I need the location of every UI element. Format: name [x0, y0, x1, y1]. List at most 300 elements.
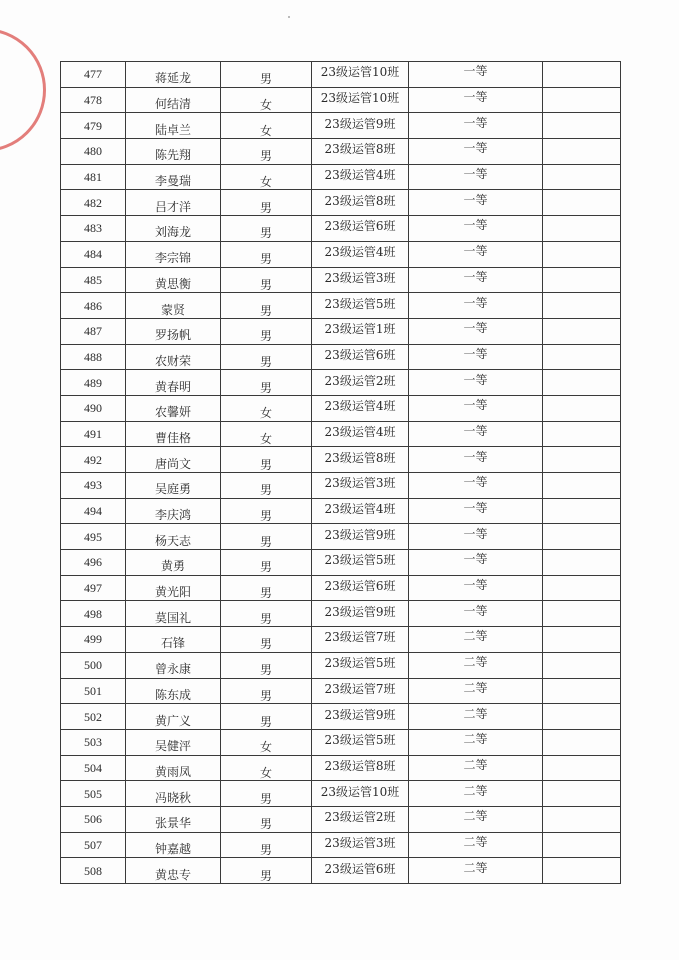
gender-cell-text: 男 — [259, 457, 272, 472]
row-number-cell: 502 — [61, 704, 126, 730]
table-row — [61, 190, 621, 216]
table-row — [61, 164, 621, 190]
award-level-cell-text: 一等 — [463, 115, 488, 130]
class-cell-text: 23级运管9班 — [324, 604, 396, 619]
class-cell-text: 23级运管4班 — [324, 424, 396, 439]
class-cell — [312, 267, 409, 293]
row-number-cell: 498 — [61, 601, 126, 627]
award-level-cell — [409, 550, 543, 576]
award-level-cell — [409, 318, 543, 344]
student-name-cell-text: 吕才洋 — [154, 199, 191, 214]
row-number-cell: 497 — [61, 575, 126, 601]
table-row — [61, 293, 621, 319]
class-cell-text: 23级运管5班 — [324, 296, 396, 311]
gender-cell-text: 男 — [259, 637, 272, 652]
gender-cell — [221, 678, 312, 704]
student-name-cell-text: 何结清 — [154, 97, 191, 112]
row-number-cell: 492 — [61, 447, 126, 473]
gender-cell-text: 男 — [259, 303, 272, 318]
award-level-cell — [409, 601, 543, 627]
remarks-cell — [543, 806, 621, 832]
student-name-cell-text: 杨天志 — [154, 533, 191, 548]
class-cell-text: 23级运管2班 — [324, 810, 396, 825]
gender-cell-text: 男 — [259, 842, 272, 857]
student-name-cell-text: 黄思衡 — [154, 276, 191, 291]
class-cell — [312, 318, 409, 344]
gender-cell — [221, 395, 312, 421]
remarks-cell — [543, 678, 621, 704]
award-level-cell — [409, 87, 543, 113]
row-number-cell: 501 — [61, 678, 126, 704]
gender-cell-text: 男 — [259, 688, 272, 703]
award-level-cell — [409, 241, 543, 267]
student-name-cell-text: 陈东成 — [154, 687, 191, 702]
table-row — [61, 241, 621, 267]
award-level-cell — [409, 858, 543, 884]
gender-cell-text: 男 — [259, 354, 272, 369]
award-level-cell-text: 一等 — [463, 526, 488, 541]
class-cell — [312, 755, 409, 781]
award-level-cell-text: 二等 — [463, 732, 488, 747]
student-name-cell-text: 莫国礼 — [154, 610, 191, 625]
student-name-cell-text: 蒋延龙 — [154, 71, 191, 86]
remarks-cell — [543, 550, 621, 576]
student-name-cell — [126, 678, 221, 704]
class-cell-text: 23级运管8班 — [324, 193, 396, 208]
student-name-cell-text: 陈先翔 — [154, 148, 191, 163]
class-cell-text: 23级运管6班 — [324, 579, 396, 594]
gender-cell — [221, 293, 312, 319]
class-cell — [312, 729, 409, 755]
award-level-cell-text: 一等 — [463, 603, 488, 618]
gender-cell-text: 女 — [259, 431, 272, 446]
remarks-cell — [543, 344, 621, 370]
student-name-cell — [126, 139, 221, 165]
table-row — [61, 395, 621, 421]
award-level-cell-text: 一等 — [463, 141, 488, 156]
remarks-cell — [543, 318, 621, 344]
student-name-cell — [126, 370, 221, 396]
table-row — [61, 344, 621, 370]
gender-cell — [221, 190, 312, 216]
student-name-cell-text: 冯晓秋 — [154, 790, 191, 805]
remarks-cell — [543, 395, 621, 421]
award-level-cell-text: 一等 — [463, 244, 488, 259]
row-number-cell: 503 — [61, 729, 126, 755]
student-name-cell — [126, 113, 221, 139]
remarks-cell — [543, 832, 621, 858]
gender-cell-text: 男 — [259, 380, 272, 395]
gender-cell-text: 男 — [259, 560, 272, 575]
scan-speck — [288, 16, 290, 18]
remarks-cell — [543, 498, 621, 524]
class-cell-text: 23级运管3班 — [324, 476, 396, 491]
gender-cell — [221, 447, 312, 473]
student-name-cell — [126, 704, 221, 730]
class-cell — [312, 344, 409, 370]
table-row — [61, 87, 621, 113]
class-cell — [312, 652, 409, 678]
student-name-cell — [126, 601, 221, 627]
student-name-cell-text: 李曼瑞 — [154, 174, 191, 189]
student-name-cell-text: 李庆鸿 — [154, 508, 191, 523]
award-level-cell-text: 一等 — [463, 449, 488, 464]
row-number-cell: 490 — [61, 395, 126, 421]
award-level-cell — [409, 473, 543, 499]
table-row — [61, 473, 621, 499]
student-name-cell-text: 黄春明 — [154, 379, 191, 394]
award-level-cell-text: 一等 — [463, 90, 488, 105]
class-cell-text: 23级运管10班 — [320, 65, 400, 80]
class-cell — [312, 370, 409, 396]
remarks-cell — [543, 190, 621, 216]
gender-cell-text: 男 — [259, 534, 272, 549]
class-cell-text: 23级运管1班 — [324, 322, 396, 337]
student-name-cell — [126, 498, 221, 524]
remarks-cell — [543, 858, 621, 884]
remarks-cell — [543, 164, 621, 190]
student-name-cell-text: 吴健泙 — [154, 739, 191, 754]
student-name-cell — [126, 216, 221, 242]
gender-cell — [221, 113, 312, 139]
award-level-cell-text: 一等 — [463, 321, 488, 336]
student-name-cell-text: 黄广义 — [154, 713, 191, 728]
student-name-cell-text: 吴庭勇 — [154, 482, 191, 497]
gender-cell — [221, 473, 312, 499]
student-name-cell — [126, 832, 221, 858]
student-name-cell — [126, 190, 221, 216]
class-cell — [312, 421, 409, 447]
remarks-cell — [543, 575, 621, 601]
remarks-cell — [543, 447, 621, 473]
table-row — [61, 627, 621, 653]
class-cell — [312, 704, 409, 730]
class-cell — [312, 550, 409, 576]
student-name-cell-text: 刘海龙 — [154, 225, 191, 240]
table-row — [61, 601, 621, 627]
class-cell-text: 23级运管9班 — [324, 707, 396, 722]
gender-cell — [221, 421, 312, 447]
row-number-cell: 488 — [61, 344, 126, 370]
award-level-cell — [409, 832, 543, 858]
student-name-cell — [126, 729, 221, 755]
gender-cell — [221, 832, 312, 858]
student-name-cell — [126, 755, 221, 781]
table-row — [61, 139, 621, 165]
class-cell-text: 23级运管10班 — [320, 91, 400, 106]
table-row — [61, 729, 621, 755]
student-name-cell-text: 农馨妍 — [154, 405, 191, 420]
award-level-cell — [409, 806, 543, 832]
gender-cell-text: 男 — [259, 277, 272, 292]
class-cell-text: 23级运管7班 — [324, 681, 396, 696]
row-number-cell: 508 — [61, 858, 126, 884]
award-level-cell — [409, 781, 543, 807]
gender-cell-text: 男 — [259, 868, 272, 883]
award-level-cell — [409, 421, 543, 447]
remarks-cell — [543, 704, 621, 730]
gender-cell-text: 女 — [259, 765, 272, 780]
award-level-cell — [409, 190, 543, 216]
award-level-cell-text: 一等 — [463, 218, 488, 233]
class-cell — [312, 601, 409, 627]
class-cell — [312, 139, 409, 165]
row-number-cell: 483 — [61, 216, 126, 242]
award-level-cell — [409, 139, 543, 165]
student-name-cell — [126, 806, 221, 832]
gender-cell — [221, 806, 312, 832]
remarks-cell — [543, 729, 621, 755]
gender-cell — [221, 62, 312, 88]
student-name-cell-text: 黄勇 — [160, 559, 185, 574]
class-cell — [312, 832, 409, 858]
gender-cell — [221, 241, 312, 267]
class-cell — [312, 627, 409, 653]
gender-cell — [221, 87, 312, 113]
class-cell — [312, 62, 409, 88]
gender-cell-text: 男 — [259, 483, 272, 498]
gender-cell — [221, 318, 312, 344]
row-number-cell: 478 — [61, 87, 126, 113]
student-name-cell — [126, 524, 221, 550]
class-cell-text: 23级运管4班 — [324, 502, 396, 517]
student-name-cell-text: 蒙贤 — [160, 302, 185, 317]
award-level-cell-text: 一等 — [463, 346, 488, 361]
gender-cell — [221, 601, 312, 627]
class-cell — [312, 447, 409, 473]
class-cell-text: 23级运管6班 — [324, 861, 396, 876]
gender-cell — [221, 267, 312, 293]
row-number-cell: 477 — [61, 62, 126, 88]
table-row — [61, 421, 621, 447]
remarks-cell — [543, 293, 621, 319]
award-level-cell-text: 二等 — [463, 757, 488, 772]
gender-cell-text: 男 — [259, 714, 272, 729]
table-row — [61, 62, 621, 88]
award-level-cell-text: 一等 — [463, 578, 488, 593]
remarks-cell — [543, 62, 621, 88]
class-cell-text: 23级运管5班 — [324, 656, 396, 671]
remarks-cell — [543, 87, 621, 113]
award-level-cell — [409, 370, 543, 396]
red-seal-stamp — [0, 28, 46, 152]
class-cell — [312, 395, 409, 421]
table-row — [61, 678, 621, 704]
award-level-cell-text: 二等 — [463, 629, 488, 644]
class-cell-text: 23级运管8班 — [324, 758, 396, 773]
table-row — [61, 216, 621, 242]
table-row — [61, 832, 621, 858]
row-number-cell: 506 — [61, 806, 126, 832]
award-level-cell-text: 一等 — [463, 269, 488, 284]
gender-cell — [221, 550, 312, 576]
gender-cell — [221, 781, 312, 807]
student-name-cell-text: 黄雨凤 — [154, 764, 191, 779]
gender-cell-text: 男 — [259, 252, 272, 267]
row-number-cell: 484 — [61, 241, 126, 267]
remarks-cell — [543, 113, 621, 139]
award-level-cell — [409, 113, 543, 139]
award-level-cell — [409, 729, 543, 755]
table-row — [61, 652, 621, 678]
award-level-cell-text: 二等 — [463, 809, 488, 824]
gender-cell-text: 男 — [259, 72, 272, 87]
gender-cell — [221, 729, 312, 755]
award-level-cell — [409, 62, 543, 88]
award-level-cell-text: 二等 — [463, 834, 488, 849]
student-name-cell — [126, 627, 221, 653]
gender-cell-text: 男 — [259, 329, 272, 344]
table-row — [61, 781, 621, 807]
row-number-cell: 480 — [61, 139, 126, 165]
class-cell — [312, 524, 409, 550]
student-name-cell — [126, 87, 221, 113]
remarks-cell — [543, 216, 621, 242]
gender-cell-text: 女 — [259, 98, 272, 113]
remarks-cell — [543, 370, 621, 396]
award-level-cell — [409, 395, 543, 421]
table-row — [61, 704, 621, 730]
class-cell — [312, 473, 409, 499]
award-level-cell — [409, 524, 543, 550]
class-cell-text: 23级运管2班 — [324, 373, 396, 388]
student-name-cell-text: 钟嘉越 — [154, 841, 191, 856]
row-number-cell: 499 — [61, 627, 126, 653]
table-row — [61, 267, 621, 293]
class-cell — [312, 678, 409, 704]
student-name-cell — [126, 447, 221, 473]
class-cell — [312, 164, 409, 190]
award-level-cell-text: 二等 — [463, 783, 488, 798]
class-cell — [312, 241, 409, 267]
gender-cell-text: 男 — [259, 226, 272, 241]
row-number-cell: 500 — [61, 652, 126, 678]
award-level-cell-text: 二等 — [463, 860, 488, 875]
class-cell-text: 23级运管6班 — [324, 347, 396, 362]
award-level-cell — [409, 755, 543, 781]
award-level-cell — [409, 344, 543, 370]
gender-cell — [221, 498, 312, 524]
award-level-cell — [409, 164, 543, 190]
student-name-cell-text: 唐尚文 — [154, 456, 191, 471]
gender-cell-text: 男 — [259, 509, 272, 524]
class-cell-text: 23级运管3班 — [324, 835, 396, 850]
student-name-cell-text: 黄光阳 — [154, 585, 191, 600]
award-level-cell — [409, 652, 543, 678]
table-row — [61, 498, 621, 524]
class-cell — [312, 293, 409, 319]
remarks-cell — [543, 601, 621, 627]
remarks-cell — [543, 781, 621, 807]
class-cell-text: 23级运管9班 — [324, 527, 396, 542]
award-level-cell-text: 一等 — [463, 167, 488, 182]
award-level-cell-text: 一等 — [463, 423, 488, 438]
gender-cell — [221, 755, 312, 781]
award-level-cell — [409, 293, 543, 319]
table-row — [61, 524, 621, 550]
award-level-cell-text: 一等 — [463, 552, 488, 567]
class-cell — [312, 216, 409, 242]
class-cell-text: 23级运管4班 — [324, 245, 396, 260]
class-cell — [312, 806, 409, 832]
table-row — [61, 755, 621, 781]
award-level-cell-text: 一等 — [463, 372, 488, 387]
student-name-cell — [126, 318, 221, 344]
remarks-cell — [543, 652, 621, 678]
student-name-cell-text: 曹佳格 — [154, 430, 191, 445]
student-name-cell — [126, 575, 221, 601]
student-name-cell — [126, 267, 221, 293]
gender-cell — [221, 344, 312, 370]
award-level-cell-text: 一等 — [463, 64, 488, 79]
table-row — [61, 318, 621, 344]
student-name-cell — [126, 652, 221, 678]
student-name-cell-text: 李宗锦 — [154, 251, 191, 266]
row-number-cell: 482 — [61, 190, 126, 216]
class-cell-text: 23级运管5班 — [324, 733, 396, 748]
remarks-cell — [543, 241, 621, 267]
table-row — [61, 370, 621, 396]
award-level-cell — [409, 498, 543, 524]
gender-cell-text: 男 — [259, 791, 272, 806]
class-cell-text: 23级运管4班 — [324, 399, 396, 414]
student-name-cell — [126, 62, 221, 88]
gender-cell-text: 男 — [259, 611, 272, 626]
gender-cell-text: 男 — [259, 149, 272, 164]
award-level-cell — [409, 575, 543, 601]
row-number-cell: 479 — [61, 113, 126, 139]
gender-cell-text: 女 — [259, 123, 272, 138]
student-name-cell — [126, 421, 221, 447]
row-number-cell: 496 — [61, 550, 126, 576]
student-name-cell — [126, 164, 221, 190]
award-level-cell-text: 一等 — [463, 295, 488, 310]
award-level-cell — [409, 216, 543, 242]
gender-cell — [221, 704, 312, 730]
class-cell-text: 23级运管8班 — [324, 142, 396, 157]
award-level-cell — [409, 627, 543, 653]
award-level-cell-text: 一等 — [463, 192, 488, 207]
award-level-cell-text: 一等 — [463, 475, 488, 490]
row-number-cell: 507 — [61, 832, 126, 858]
class-cell — [312, 858, 409, 884]
gender-cell-text: 男 — [259, 200, 272, 215]
student-name-cell — [126, 550, 221, 576]
student-name-cell-text: 农财荣 — [154, 353, 191, 368]
gender-cell — [221, 164, 312, 190]
table-row — [61, 113, 621, 139]
row-number-cell: 495 — [61, 524, 126, 550]
class-cell — [312, 113, 409, 139]
remarks-cell — [543, 524, 621, 550]
gender-cell — [221, 652, 312, 678]
class-cell-text: 23级运管10班 — [320, 784, 400, 799]
row-number-cell: 481 — [61, 164, 126, 190]
class-cell — [312, 498, 409, 524]
remarks-cell — [543, 139, 621, 165]
remarks-cell — [543, 267, 621, 293]
table-row — [61, 550, 621, 576]
remarks-cell — [543, 473, 621, 499]
class-cell-text: 23级运管3班 — [324, 270, 396, 285]
row-number-cell: 487 — [61, 318, 126, 344]
class-cell — [312, 190, 409, 216]
student-name-cell — [126, 241, 221, 267]
student-name-cell — [126, 473, 221, 499]
student-name-cell-text: 罗扬帆 — [154, 328, 191, 343]
student-name-cell-text: 曾永康 — [154, 662, 191, 677]
class-cell-text: 23级运管5班 — [324, 553, 396, 568]
